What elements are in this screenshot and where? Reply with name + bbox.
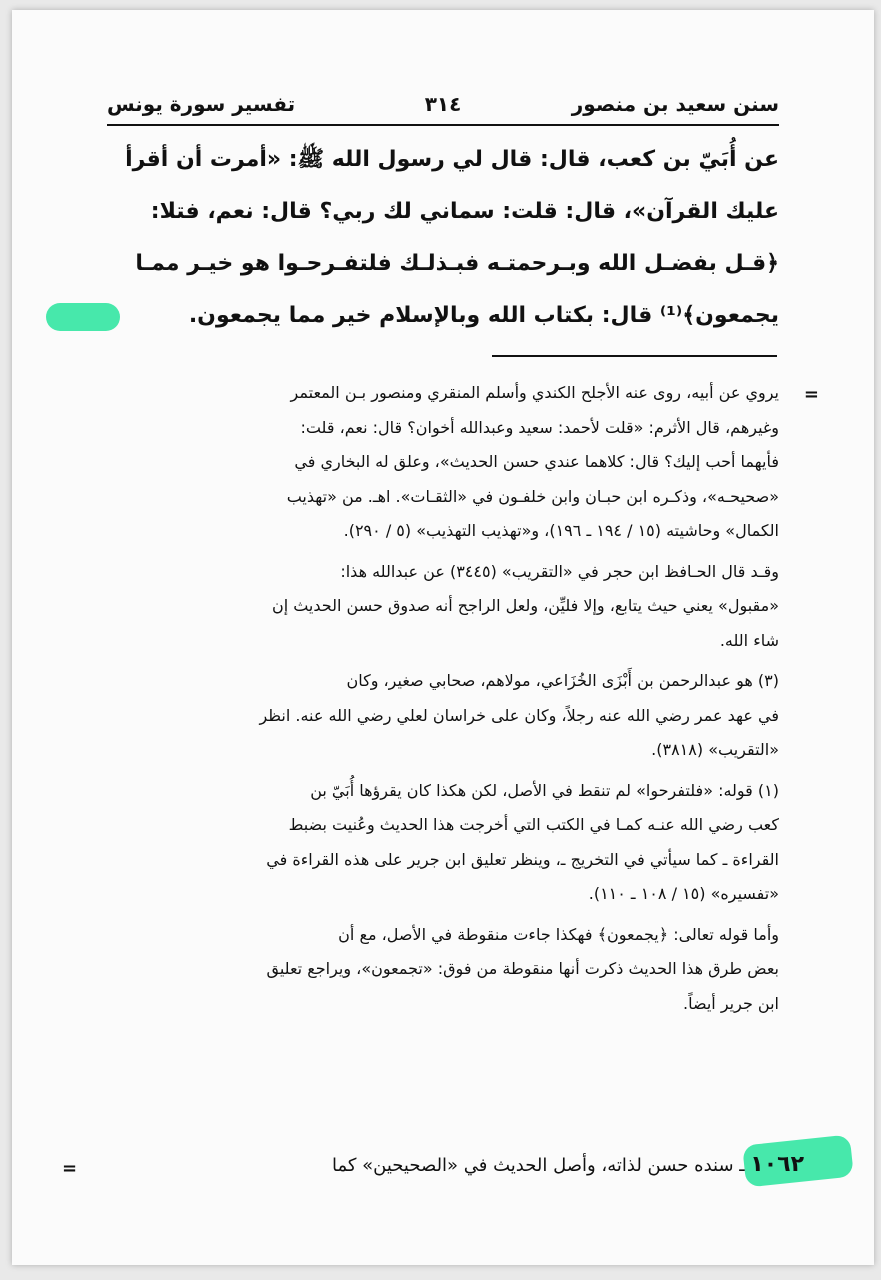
main-text-line: عن أُبَيّ بن كعب، قال: قال لي رسول الله ﷺ: «أمرت أن أقرأ (125, 147, 779, 172)
book-title: سنن سعيد بن منصور (571, 92, 779, 116)
book-page (12, 10, 874, 1265)
green-highlight-mark (46, 303, 120, 331)
footnote-line: «صحيحـه»، وذكـره ابن حبـان وابن خلفـون في «الثقـات». اهـ. من «تهذيب (286, 486, 779, 506)
footnote-line: (١) قوله: «فلتفرحوا» لم تنقط في الأصل، لكن هكذا كان يقرؤها أُبَيّ بن (310, 780, 779, 800)
footnote-line: فأيهما أحب إليك؟ قال: كلاهما عندي حسن الحديث»، وعلق له البخاري في (294, 452, 779, 471)
page-number: ٣١٤ (424, 92, 462, 116)
header-rule (107, 124, 779, 126)
footnote-line: ابن جرير أيضاً. (683, 993, 779, 1013)
footnote-line: كعب رضي الله عنـه كمـا في الكتب التي أخرجت هذا الحديث وعُنيت بضبط (288, 815, 779, 834)
footnote-block (107, 376, 779, 549)
footnote-block (107, 918, 779, 1022)
main-text-line: ﴿قـل بفضـل الله وبـرحمتـه فبـذلـك فلتفـرحـوا هو خيـر ممـا (135, 251, 779, 276)
footnote-separator (492, 355, 777, 357)
footnote-block (107, 774, 779, 912)
main-text-line: عليك القرآن»، قال: قلت: سماني لك ربي؟ قال: نعم، فتلا: (150, 199, 779, 224)
surah-title: تفسير سورة يونس (107, 92, 296, 116)
footnote-line: وغيرهم، قال الأثرم: «قلت لأحمد: سعيد وعبدالله أخوان؟ قال: نعم، قلت: (300, 417, 779, 437)
footnote-line: بعض طرق هذا الحديث ذكرت أنها منقوطة من فوق: «تجمعون»، ويراجع تعليق (266, 959, 779, 978)
page-header (107, 88, 779, 122)
continuation-mark: = (803, 384, 819, 405)
footnote-line: في عهد عمر رضي الله عنه رجلاً، وكان على خراسان لعلي رضي الله عنه. انظر (259, 705, 779, 725)
footnotes (107, 376, 779, 1027)
footnote-line: «التقريب» (٣٨١٨). (651, 740, 779, 759)
footnote-block (107, 555, 779, 659)
footnote-line: وأما قوله تعالى: ﴿يجمعون﴾ فهكذا جاءت منقوطة في الأصل، مع أن (338, 924, 779, 944)
main-hadith-text (107, 134, 779, 342)
hadith-text: ـ سنده حسن لذاته، وأصل الحديث في «الصحيحين» كما (331, 1155, 745, 1176)
continuation-mark-end: = (62, 1158, 78, 1179)
hadith-line (97, 1152, 804, 1177)
footnote-line: الكمال» وحاشيته (١٥ / ١٩٤ ـ ١٩٦)، و«تهذيب التهذيب» (٥ / ٢٩٠). (343, 521, 779, 540)
footnote-line: وقـد قال الحـافظ ابن حجر في «التقريب» (٣٤٤٥) عن عبدالله هذا: (340, 561, 779, 581)
footnote-block (107, 664, 779, 768)
footnote-line: «مقبول» يعني حيث يتابع، وإلا فليِّن، ولعل الراجح أنه صدوق حسن الحديث إن (271, 596, 779, 615)
footnote-line: القراءة ـ كما سيأتي في التخريج ـ، وينظر تعليق ابن جرير على هذه القراءة في (266, 849, 779, 869)
footnote-line: شاء الله. (719, 630, 779, 650)
hadith-number: ١٠٦٢ (750, 1152, 804, 1177)
main-text-line: يجمعون﴾⁽¹⁾ قال: بكتاب الله وبالإسلام خير مما يجمعون. (188, 303, 779, 328)
footnote-line: (٣) هو عبدالرحمن بن أَبْزَى الخُزَاعي، مولاهم، صحابي صغير، وكان (346, 671, 779, 690)
footnote-line: «تفسيره» (١٥ / ١٠٨ ـ ١١٠). (588, 884, 779, 903)
footnote-line: يروي عن أبيه، روى عنه الأجلح الكندي وأسلم المنقري ومنصور بـن المعتمر (290, 383, 779, 402)
